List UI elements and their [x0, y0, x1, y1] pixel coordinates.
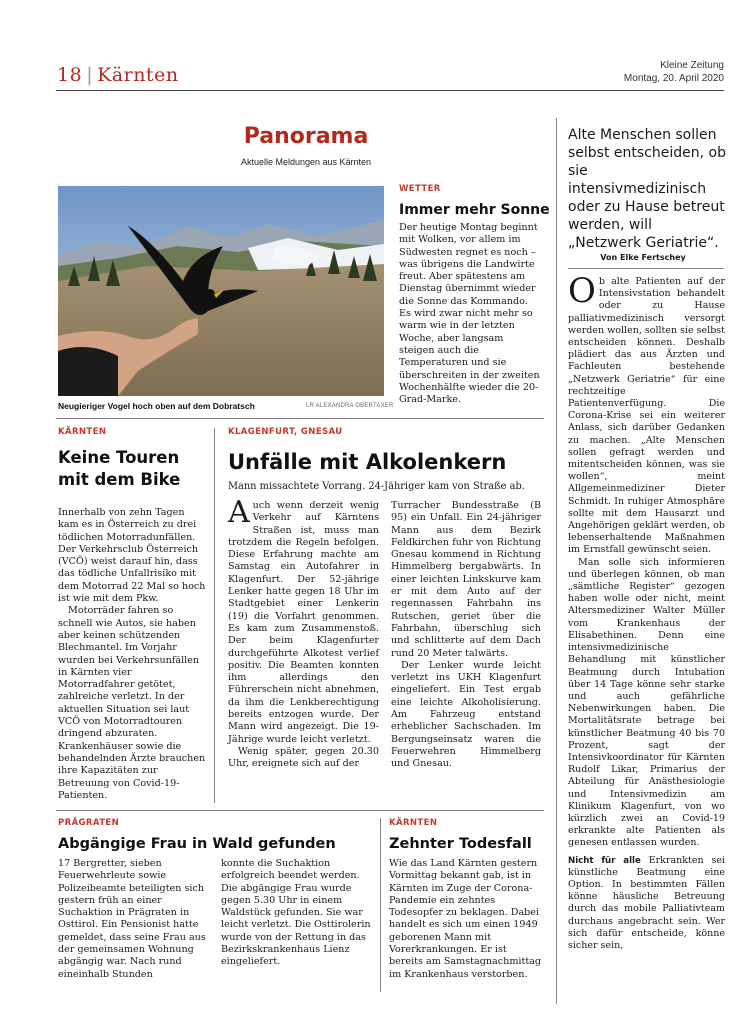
death-headline: Zehnter Todesfall [389, 836, 532, 852]
missing-kicker: PRÄGRATEN [58, 818, 120, 828]
bird-photo [58, 186, 384, 396]
alcohol-col-1 [228, 495, 379, 771]
alcohol-deck: Mann missachtete Vorrang. 24-Jähriger kam von Straße ab. [228, 481, 525, 492]
opinion-lead-in: Nicht für alle [568, 855, 641, 866]
opinion-para-2: Man solle sich informieren und überlegen können, ob man „sämtliche Register“ gezogen haben wolle oder nicht, meint Altersmediziner Walter Müller vom Krankenhaus der Elisabethinen. Denn eine intensivmedizinische Behandlung mit künstlicher Beatmung durch Intubation über 14 Tage könne sehr starke und auch gefährliche Nebenwirkungen haben. Die Mortalitätsrate betrage bei künstlicher Beatmung 40 bis 70 Prozent, sagt der Intensivkoordinator für Kärnten Rudolf Likar, Primarius der Abteilung für Anästhesiologie und Intensivmedizin am Klinikum Klagenfurt, von wo kürzlich zwei an Covid-19 erkrankte alte Patienten als genesen entlassen wurden. [568, 556, 725, 849]
death-kicker: KÄRNTEN [389, 818, 438, 828]
bike-para-2: Motorräder fahren so schnell wie Autos, sie haben aber keinen schützenden Blechmantel. Im Vorjahr wurden bei Verkehrsunfällen in Kärnten vier Motorradfahrer getötet, zahlreiche verletzt. In der aktuellen Situation sei laut VCÖ von Motorradtouren dringend abzuraten. Krankenhäuser sowie die behandelnden Ärzte brauchen ihre Kapazitäten zur Betreuung von Covid-19-Patienten. [58, 605, 206, 801]
divider-bike [214, 428, 215, 803]
bike-headline: Keine Touren mit dem Bike [58, 448, 181, 489]
alcohol-headline: Unfälle mit Alkolenkern [228, 450, 507, 474]
opinion-quote: Alte Menschen sollen selbst entscheiden, ob sie intensivmedizinisch oder zu Hause betreut werden, will „Netzwerk Geriatrie“. [568, 127, 726, 251]
weather-kicker: WETTER [399, 184, 441, 194]
header-separator: | [86, 64, 94, 86]
weather-text: Der heutige Montag beginnt mit Wolken, vor allem im Südwesten regnet es noch – was übrigens die Landwirte freut. Aber spätestens am Dienstag übernimmt wieder die Sonne das Kommando. Es wird zwar nicht mehr so warm wie in der letzten Woche, aber langsam steigen auch die Temperaturen und sie überschreiten in der zweiten Wochenhälfte wieder die 20-Grad-Marke. [399, 222, 540, 406]
panorama-subtitle: Aktuelle Meldungen aus Kärnten [240, 157, 372, 167]
missing-headline: Abgängige Frau in Wald gefunden [58, 836, 336, 852]
alcohol-col-2 [391, 500, 541, 771]
panorama-title: Panorama [243, 124, 369, 149]
divider-opinion [556, 118, 557, 1004]
bike-kicker: KÄRNTEN [58, 427, 107, 437]
opinion-para-3: Erkrankten sei künstliche Beatmung eine Option. In bestimmten Fällen könne häusliche Betreuung durch das mobile Palliativteam durchaus angebracht sein. Wer sich dafür entscheide, könne sicher sein, [568, 854, 725, 951]
section-name: Kärnten [97, 64, 179, 86]
alcohol-dropcap: A [228, 495, 250, 530]
bike-text [58, 507, 206, 802]
alcohol-col-1-text: uch wenn derzeit wenig Verkehr auf Kärntens Straßen ist, muss man trotzdem die Regeln befolgen. Diese Erfahrung machte am Samstag ein Autofahrer in Klagenfurt. Der 52-jährige Lenker hatte gegen 18 Uhr im Stadtgebiet einer Lenkerin (19) die Vorfahrt genommen. Es kam zum Zusammenstoß. Der beim Klagenfurter durchgeführte Alkotest verlief positiv. Die Beamten konnten ihm allerdings den Führerschein nicht abnehmen, da ihm die Lenkberechtigung bereits entzogen wurde. Der Mann wird angezeigt. Die 19-Jährige wurde leicht verletzt. [228, 500, 379, 745]
divider-death [380, 818, 381, 992]
opinion-author: Von Elke Fertschey [600, 253, 686, 262]
alcohol-col-2-text: Turracher Bundesstraße (B 95) ein Unfall. Ein 24-jähriger Mann aus dem Bezirk Feldkirchen fuhr von Richtung Gnesau kommend in Richtung Himmelberg bergabwärts. In einer leichten Linkskurve kam er mit dem Auto auf der regennassen Fahrbahn ins Rutschen, geriet über die Fahrbahn, überschlug sich und schlitterte auf dem Dach rund 20 Meter talwärts. [391, 500, 541, 659]
header-rule [56, 90, 724, 91]
photo-credit: LR ALEXANDRA OBERTAXER [306, 403, 394, 409]
death-text: Wie das Land Kärnten gestern Vormittag bekannt gab, ist in Kärnten im Zuge der Corona-Pandemie ein zehntes Todesopfer zu beklagen. Dabei handelt es sich um einen 1949 geborenen Mann mit Vorerkrankungen. Er ist bereits am Samstagnachmittag im Krankenhaus verstorben. [389, 858, 542, 980]
alcohol-col-2b: Der Lenker wurde leicht verletzt ins UKH Klagenfurt eingeliefert. Ein Test ergab eine leichte Alkoholisierung. Am Fahrzeug entstand erheblicher Sachschaden. Im Bergungseinsatz waren die Feuerwehren Himmelberg und Gnesau. [391, 659, 541, 770]
opinion-para-1: b alte Patienten auf der Intensivstation behandelt oder zu Hause palliativmedizinisch versorgt werden wollen, sollten sie selbst entscheiden können. Deshalb plädiert das aus Ärzten und Fachleuten bestehende „Netzwerk Geriatrie“ für eine rechtzeitige Patientenverfügung. Die Corona-Krise sei ein weiterer Anlass, sich darüber Gedanken zu machen. „Alte Menschen sollen gefragt werden und mitentscheiden können, was sie wollen“, meint Allgemeinmediziner Dieter Schmidt. In ruhiger Atmosphäre sollte mit dem Hausarzt und Angehörigen geklärt werden, ob lebenserhaltende Maßnahmen im Ernstfall gewünscht seien. [568, 276, 725, 556]
issue-date: Montag, 20. April 2020 [623, 73, 724, 84]
divider-lower [56, 810, 544, 811]
divider-author [568, 268, 724, 269]
page-header [57, 64, 179, 86]
alcohol-kicker: KLAGENFURT, GNESAU [228, 427, 343, 437]
photo-caption: Neugieriger Vogel hoch oben auf dem Dobratsch [58, 401, 255, 411]
alcohol-col-1b: Wenig später, gegen 20.30 Uhr, ereignete sich auf der [228, 745, 379, 770]
newspaper-info [624, 59, 724, 85]
opinion-text [568, 271, 725, 952]
opinion-dropcap: O [568, 271, 596, 311]
weather-headline: Immer mehr Sonne [399, 202, 550, 218]
divider-panorama [56, 418, 544, 419]
page-number: 18 [57, 64, 83, 86]
bird-photo-illustration [58, 186, 384, 396]
missing-col-1: 17 Bergretter, sieben Feuerwehrleute sowie Polizeibeamte beteiligten sich gestern früh an einer Suchaktion in Prägraten in Osttirol. Ein Pensionist hatte gemeldet, dass seine Frau aus der gemeinsamen Wohnung abgängig war. Nach rund eineinhalb Stunden [58, 858, 206, 980]
newspaper-name: Kleine Zeitung [660, 60, 724, 71]
missing-col-2: konnte die Suchaktion erfolgreich beendet werden. Die abgängige Frau wurde gegen 5.30 Uhr in einem Waldstück gefunden. Sie war leicht verletzt. Die Osttirolerin wurde von der Rettung in das Bezirkskrankenhaus Lienz eingeliefert. [221, 858, 371, 968]
bike-para-1: Innerhalb von zehn Tagen kam es in Österreich zu drei tödlichen Motorradunfällen. Der Verkehrsclub Österreich (VCÖ) weist darauf hin, dass das tödliche Unfallrisiko mit dem Motorrad 22 Mal so hoch ist wie mit dem Pkw. [58, 507, 206, 605]
